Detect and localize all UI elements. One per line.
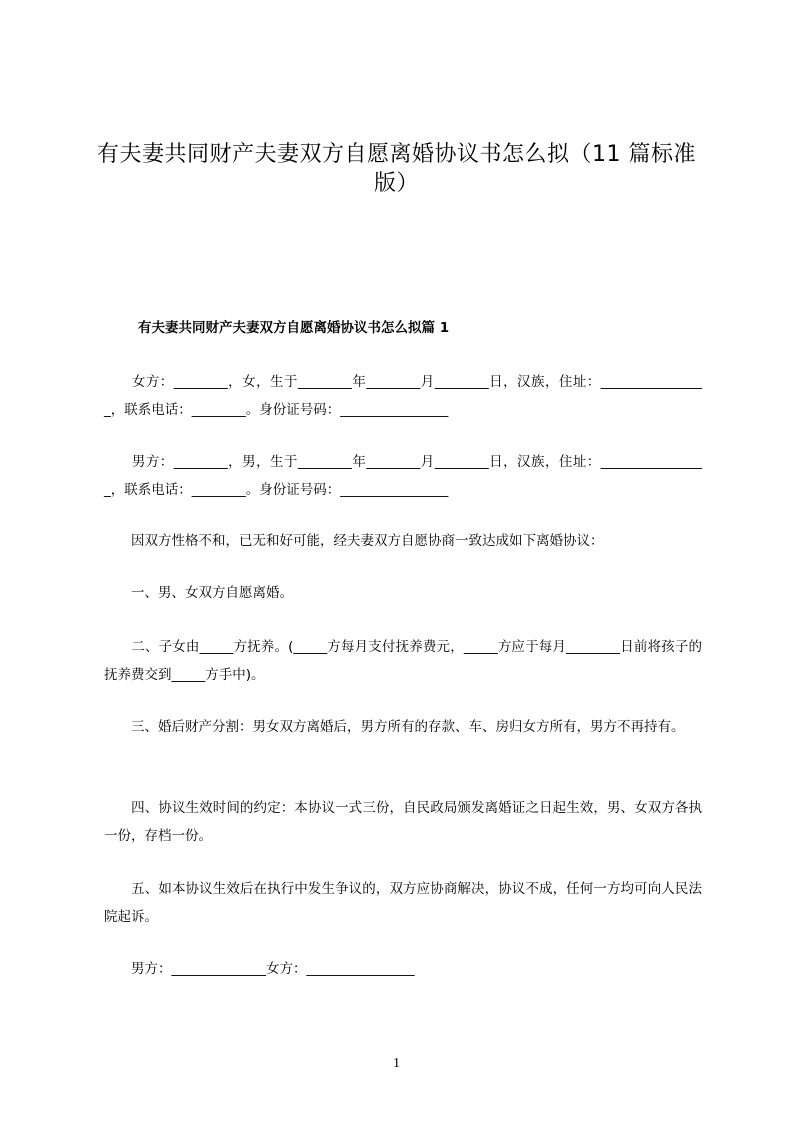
document-title: 有夫妻共同财产夫妻双方自愿离婚协议书怎么拟（11 篇标准版）	[97, 142, 696, 196]
paragraph-intro: 因双方性格不和，已无和好可能，经夫妻双方自愿协商一致达成如下离婚协议：	[104, 533, 604, 549]
section-title: 有夫妻共同财产夫妻双方自愿离婚协议书怎么拟篇 1	[138, 320, 450, 336]
paragraph-clause-1: 一、男、女双方自愿离婚。	[104, 585, 293, 601]
paragraph-clause-2: 二、子女由_____方抚养。(_____方每月支付抚养费元，_____方应于每月________日前将孩子的抚养费交到_____方手中)。	[104, 639, 702, 683]
paragraph-clause-4: 四、协议生效时间的约定：本协议一式三份，自民政局颁发离婚证之日起生效，男、女双方各执一份，存档一份。	[104, 800, 702, 844]
page-number: 1	[393, 1056, 400, 1071]
paragraph-male-party: 男方：________，男，生于________年________月________日，汉族，住址：________________，联系电话：________。身份证号码：________________	[104, 454, 702, 498]
paragraph-clause-5: 五、如本协议生效后在执行中发生争议的，双方应协商解决，协议不成，任何一方均可向人民法院起诉。	[104, 881, 702, 925]
paragraph-signatures: 男方：______________女方：________________	[104, 961, 415, 977]
paragraph-clause-3: 三、婚后财产分割：男女双方离婚后，男方所有的存款、车、房归女方所有，男方不再持有。	[104, 719, 685, 735]
paragraph-female-party: 女方：________，女，生于________年________月________日，汉族，住址：________________，联系电话：________。身份证号码：________________	[104, 374, 702, 418]
